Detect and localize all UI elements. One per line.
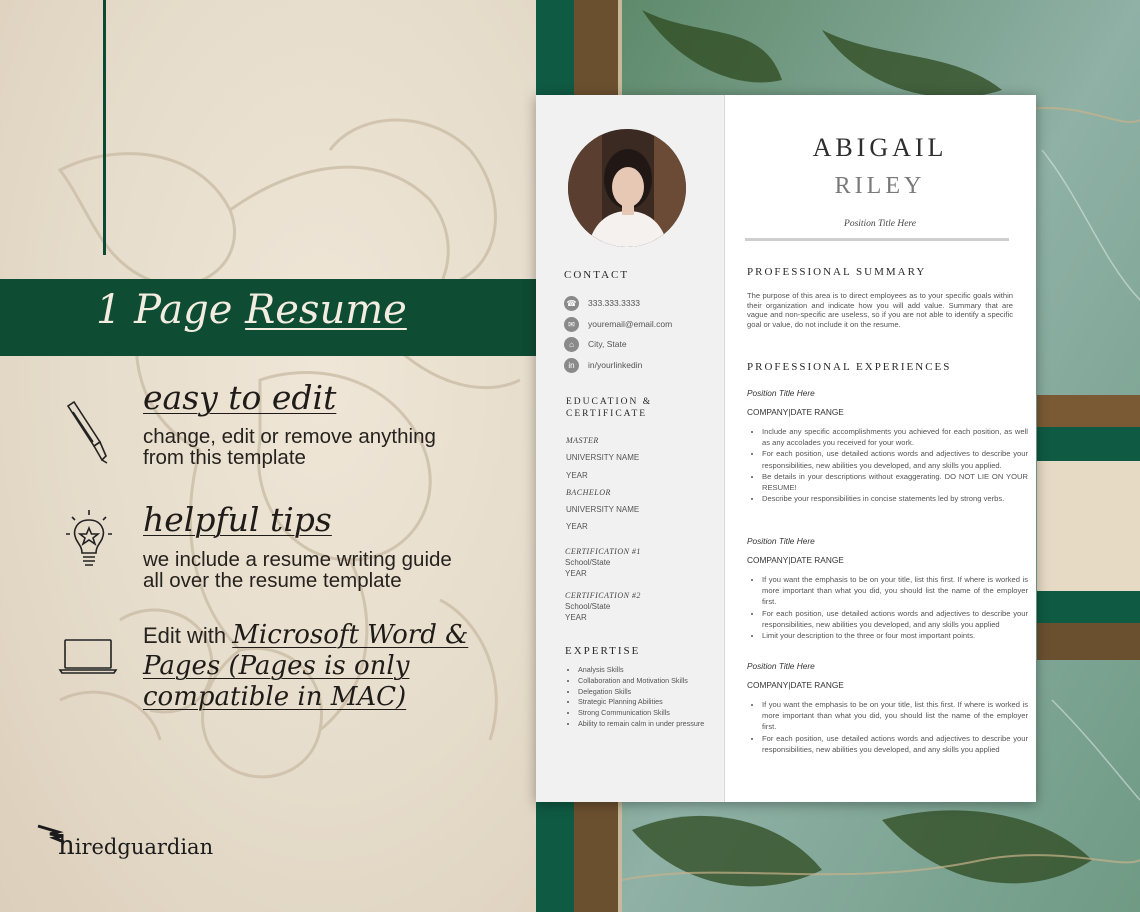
header-divider [745,238,1009,241]
contact-text: City, State [588,339,627,349]
certification-2: CERTIFICATION #2 [565,591,641,600]
fountain-pen-icon [60,400,116,464]
certification-year: YEAR [565,613,587,622]
job-company: COMPANY|DATE RANGE [747,407,844,417]
last-name: RILEY [834,173,926,199]
feature-title: helpful tips [143,500,332,539]
home-icon: ⌂ [564,337,579,352]
certification-year: YEAR [565,569,587,578]
certification-1: CERTIFICATION #1 [565,547,641,556]
job-position: Position Title Here [747,388,815,398]
email-icon: ✉ [564,317,579,332]
list-item: • If you want the emphasis to be on your title, list this first. If where is worked is more important than what you did, you should list the name of the employer first. [762,699,1028,733]
laptop-icon [58,636,118,676]
list-item: • Limit your description to the three or four most important points. [762,630,1028,641]
certification-school: School/State [565,602,611,611]
degree-year: YEAR [566,471,588,480]
experience-heading: PROFESSIONAL EXPERIENCES [747,361,952,373]
job-bullets [747,574,1028,641]
profile-photo [568,129,686,247]
summary-text: The purpose of this area is to direct employees as to your specific goals within their organization and indicate how you will add value. Summary that are vague and non-specific are useless, so if you are not able to identify a specific goal or value, do not include it on the resume. [747,291,1013,329]
first-name: ABIGAIL [812,133,948,162]
job-bullets [747,699,1028,755]
list-item: • Be details in your descriptions without exaggerating. DO NOT LIE ON YOUR RESUME! [762,471,1028,493]
contact-text: youremail@email.com [588,319,673,329]
position-title: Position Title Here [844,219,916,229]
list-item: • Analysis Skills [578,665,704,676]
brand-logo [36,820,236,864]
contact-text: 333.333.3333 [588,298,640,308]
job-position: Position Title Here [747,661,815,671]
feature-description: we include a resume writing guide all over the resume template [143,548,452,592]
list-item: • Delegation Skills [578,687,704,698]
lightbulb-star-icon [64,508,114,570]
university-name: UNIVERSITY NAME [566,453,640,462]
contact-heading: CONTACT [564,269,630,281]
list-item: • Ability to remain calm in under pressure [578,719,704,730]
certification-school: School/State [565,558,611,567]
brand-name: hiredguardian [58,831,214,861]
education-heading: EDUCATION & [566,397,653,407]
list-item: • If you want the emphasis to be on your title, list this first. If where is worked is more important than what you did, you should list the name of the employer first. [762,574,1028,608]
banner-title: 1 Page Resume [96,287,407,333]
summary-heading: PROFESSIONAL SUMMARY [747,266,927,278]
expertise-heading: EXPERTISE [565,645,641,657]
feature-description: change, edit or remove anything from this template [143,425,436,469]
feature-easy-to-edit [58,378,528,468]
job-company: COMPANY|DATE RANGE [747,680,844,690]
promo-panel [0,0,536,912]
degree-master: MASTER [566,436,599,445]
linkedin-icon: in [564,358,579,373]
list-item: • For each position, use detailed actions words and adjectives to describe your responsibilities, new abilities you developed, and any skills you applied [762,608,1028,630]
job-position: Position Title Here [747,536,815,546]
phone-icon: ☎ [564,296,579,311]
feature-helpful-tips [58,500,528,595]
list-item: • For each position, use detailed actions words and adjectives to describe your responsibilities, new abilities you developed, and any skills you applied. [762,448,1028,470]
title-banner [0,279,536,356]
job-bullets [747,426,1028,504]
expertise-list [564,665,704,730]
list-item: • Include any specific accomplishments you achieved for each position, as well as any accolades you received for your work. [762,426,1028,448]
list-item: • Strong Communication Skills [578,708,704,719]
list-item: • Strategic Planning Abilities [578,697,704,708]
list-item: • For each position, use detailed actions words and adjectives to describe your responsibilities, new abilities you developed, and any skills you applied [762,733,1028,755]
list-item: • Describe your responsibilities in concise statements led by strong verbs. [762,493,1028,504]
feature-title: easy to edit [143,378,337,417]
contact-text: in/yourlinkedin [588,360,643,370]
job-company: COMPANY|DATE RANGE [747,555,844,565]
decorative-vertical-line [103,0,106,255]
list-item: • Collaboration and Motivation Skills [578,676,704,687]
degree-bachelor: BACHELOR [566,488,611,497]
university-name: UNIVERSITY NAME [566,505,640,514]
resume-page [536,95,1036,802]
feature-edit-with [58,620,528,720]
stacked-sample-pages [1037,395,1140,660]
feature-edit-text: Edit with Microsoft Word & Pages (Pages is only compatible in MAC) [143,620,469,712]
education-heading: CERTIFICATE [566,409,648,419]
resume-sidebar [536,95,725,802]
degree-year: YEAR [566,522,588,531]
